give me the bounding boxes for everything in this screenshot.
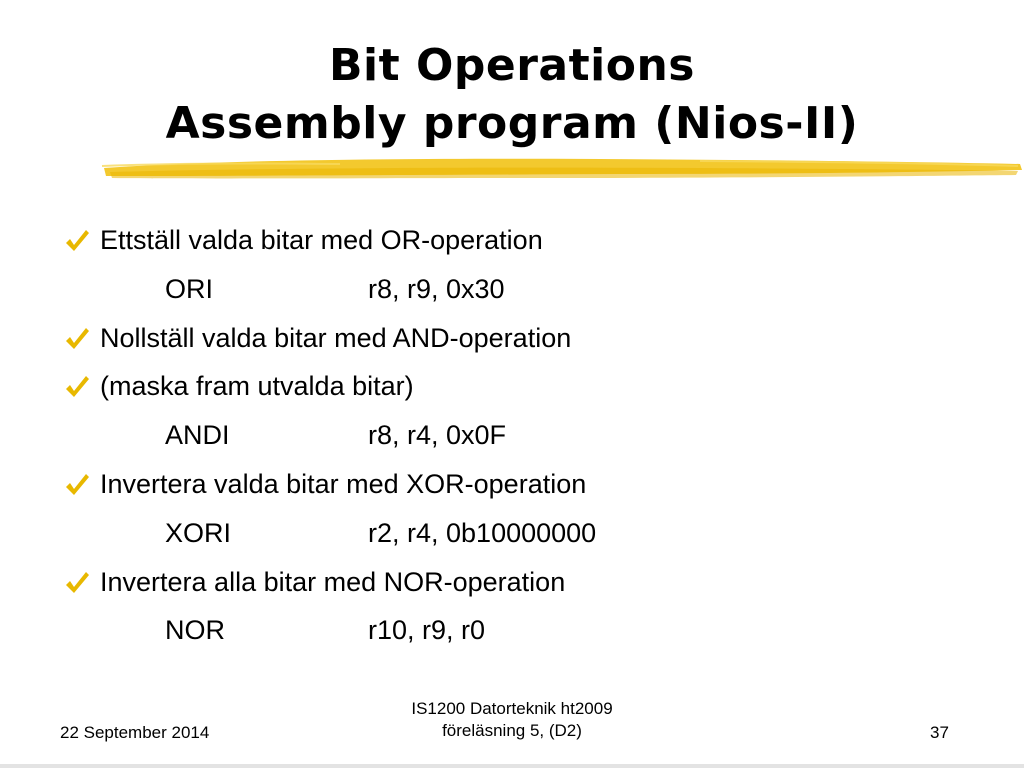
bullet-text: Ettställ valda bitar med OR-operation bbox=[100, 225, 543, 255]
bullet-item bbox=[62, 560, 1002, 609]
code-line bbox=[62, 413, 1002, 462]
footer-course-line-2: föreläsning 5, (D2) bbox=[442, 721, 582, 740]
title-line-2: Assembly program (Nios-II) bbox=[165, 98, 859, 149]
bullet-item bbox=[62, 316, 1002, 365]
checkmark-icon bbox=[62, 462, 94, 506]
checkmark-icon bbox=[62, 560, 94, 604]
slide-title bbox=[0, 38, 1024, 152]
title-line-1: Bit Operations bbox=[329, 40, 695, 91]
checkmark-icon bbox=[62, 364, 94, 408]
bullet-text: (maska fram utvalda bitar) bbox=[100, 371, 414, 402]
footer-course bbox=[362, 698, 662, 742]
footer-page-number: 37 bbox=[930, 723, 949, 742]
bullet-item bbox=[62, 364, 1002, 413]
bullet-text: Invertera alla bitar med NOR-operation bbox=[100, 566, 566, 597]
code-operands: r2, r4, 0b10000000 bbox=[368, 517, 597, 548]
code-mnemonic: NOR bbox=[165, 615, 225, 646]
bullet-item bbox=[62, 218, 1002, 267]
code-operands: r10, r9, r0 bbox=[368, 615, 486, 646]
code-line bbox=[62, 511, 1002, 560]
title-underline-brushstroke bbox=[100, 154, 1024, 182]
bullet-list bbox=[62, 218, 1002, 657]
code-line bbox=[62, 608, 1002, 657]
code-mnemonic: XORI bbox=[165, 517, 232, 548]
code-operands: r8, r9, 0x30 bbox=[368, 273, 505, 304]
footer-date: 22 September 2014 bbox=[60, 723, 210, 742]
code-mnemonic: ORI bbox=[165, 273, 214, 304]
bullet-text: Invertera valda bitar med XOR-operation bbox=[100, 468, 587, 499]
checkmark-icon bbox=[62, 218, 94, 262]
bullet-item bbox=[62, 462, 1002, 511]
footer-course-line-1: IS1200 Datorteknik ht2009 bbox=[411, 699, 613, 718]
bullet-text: Nollställ valda bitar med AND-operation bbox=[100, 322, 572, 353]
bottom-divider bbox=[0, 764, 1024, 768]
checkmark-icon bbox=[62, 316, 94, 360]
code-operands: r8, r4, 0x0F bbox=[368, 420, 507, 451]
code-line bbox=[62, 267, 1002, 316]
code-mnemonic: ANDI bbox=[165, 420, 230, 451]
